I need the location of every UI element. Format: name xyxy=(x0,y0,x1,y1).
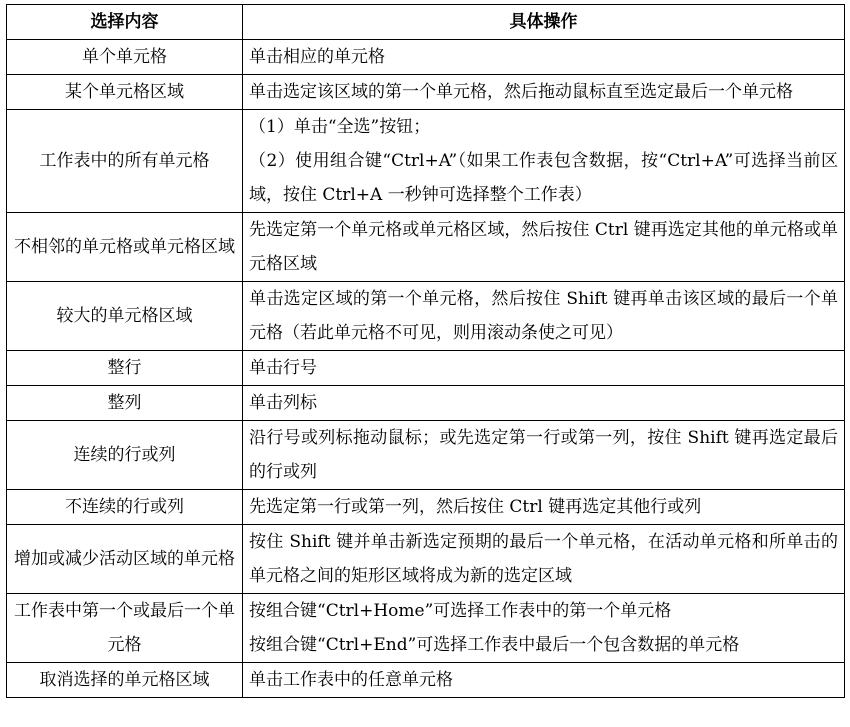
row-operation xyxy=(243,351,845,386)
table-row xyxy=(7,490,845,525)
row-operation xyxy=(243,40,845,75)
row-operation xyxy=(243,490,845,525)
table-row xyxy=(7,75,845,110)
table-header-row xyxy=(7,5,845,40)
row-selection: 取消选择的单元格区域 xyxy=(7,663,243,698)
row-selection: 较大的单元格区域 xyxy=(7,282,243,351)
table-row xyxy=(7,594,845,663)
table-row xyxy=(7,386,845,421)
table-row xyxy=(7,525,845,594)
table-row xyxy=(7,421,845,490)
row-selection: 增加或减少活动区域的单元格 xyxy=(7,525,243,594)
row-operation xyxy=(243,75,845,110)
row-selection: 整列 xyxy=(7,386,243,421)
row-selection: 不相邻的单元格或单元格区域 xyxy=(7,213,243,282)
table-row xyxy=(7,282,845,351)
table-row xyxy=(7,213,845,282)
operation-line: 单击工作表中的任意单元格 xyxy=(249,670,453,690)
row-operation xyxy=(243,213,845,282)
header-select-content: 选择内容 xyxy=(7,5,243,40)
operation-line: 单击行号 xyxy=(249,358,317,378)
operation-line: 按组合键“Ctrl+Home”可选择工作表中的第一个单元格 xyxy=(249,601,672,621)
row-operation xyxy=(243,282,845,351)
operation-line: 沿行号或列标拖动鼠标；或先选定第一行或第一列，按住 Shift 键再选定最后的行或列 xyxy=(249,428,838,482)
table-row xyxy=(7,351,845,386)
row-operation xyxy=(243,594,845,663)
operation-line: 按住 Shift 键并单击新选定预期的最后一个单元格，在活动单元格和所单击的单元格之间的矩形区域将成为新的选定区域 xyxy=(249,532,838,586)
operation-line: 按组合键“Ctrl+End”可选择工作表中最后一个包含数据的单元格 xyxy=(249,635,740,655)
operation-line: 先选定第一个单元格或单元格区域，然后按住 Ctrl 键再选定其他的单元格或单元格区域 xyxy=(249,220,838,274)
row-operation xyxy=(243,421,845,490)
row-selection: 工作表中第一个或最后一个单元格 xyxy=(7,594,243,663)
header-operation: 具体操作 xyxy=(243,5,845,40)
operation-line: 单击列标 xyxy=(249,393,317,413)
row-selection: 工作表中的所有单元格 xyxy=(7,110,243,213)
selection-table xyxy=(6,4,845,698)
table-row xyxy=(7,110,845,213)
row-operation xyxy=(243,663,845,698)
row-operation xyxy=(243,386,845,421)
table-row xyxy=(7,663,845,698)
row-selection: 某个单元格区域 xyxy=(7,75,243,110)
row-selection: 连续的行或列 xyxy=(7,421,243,490)
row-operation xyxy=(243,110,845,213)
row-operation xyxy=(243,525,845,594)
operation-line: 单击相应的单元格 xyxy=(249,47,385,67)
operation-line: （1）单击“全选”按钮； xyxy=(249,117,431,137)
operation-line: （2）使用组合键“Ctrl+A”（如果工作表包含数据，按“Ctrl+A”可选择当前区域，按住 Ctrl+A 一秒钟可选择整个工作表） xyxy=(249,151,838,205)
operation-line: 单击选定区域的第一个单元格，然后按住 Shift 键再单击该区域的最后一个单元格（若此单元格不可见，则用滚动条使之可见） xyxy=(249,289,838,343)
operation-line: 单击选定该区域的第一个单元格，然后拖动鼠标直至选定最后一个单元格 xyxy=(249,82,793,102)
row-selection: 整行 xyxy=(7,351,243,386)
row-selection: 单个单元格 xyxy=(7,40,243,75)
row-selection: 不连续的行或列 xyxy=(7,490,243,525)
operation-line: 先选定第一行或第一列，然后按住 Ctrl 键再选定其他行或列 xyxy=(249,497,702,517)
table-row xyxy=(7,40,845,75)
